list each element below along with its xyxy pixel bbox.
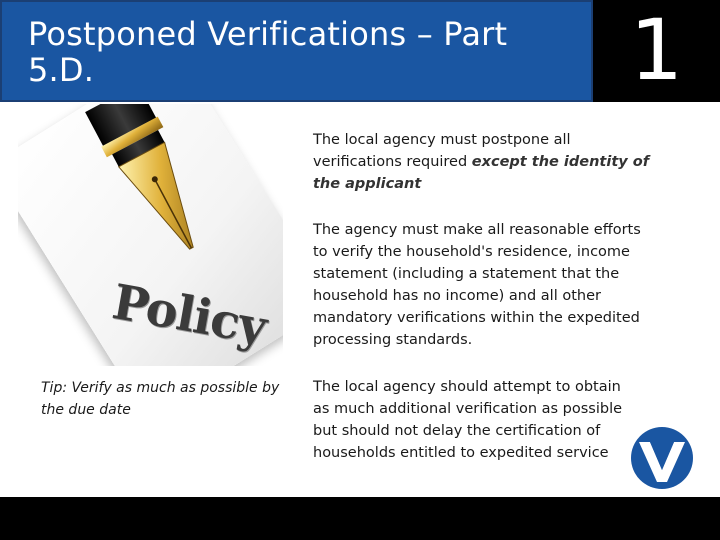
paragraph-reasonable-efforts: The agency must make all reasonable efforts to verify the household's residence, income statement (including a statement that the household has no income) and all other mandatory verifications within the expedited processing standards. [313, 222, 641, 348]
policy-word: Policy [108, 274, 271, 356]
policy-image [18, 104, 283, 366]
paragraph-postpone-text: The local agency must postpone all verifications required [313, 132, 571, 170]
v-circle-logo-icon [630, 426, 694, 490]
slide-title: Postponed Verifications – Part 5.D. [28, 15, 508, 89]
title-bar [0, 0, 593, 102]
slide-number: 1 [629, 1, 684, 99]
footer-bar [0, 497, 720, 540]
fountain-pen-icon [78, 104, 238, 274]
tip-text: Tip: Verify as much as possible by the due date [41, 380, 280, 418]
paragraph-postpone [313, 129, 651, 195]
slide-number-box [593, 0, 720, 102]
paragraph-additional-verification: The local agency should attempt to obtain as much additional verification as possible but should not delay the certification of households entitled to expedited service [313, 379, 623, 461]
paragraph-postpone-emphasis: except the identity of the applicant [313, 154, 650, 192]
